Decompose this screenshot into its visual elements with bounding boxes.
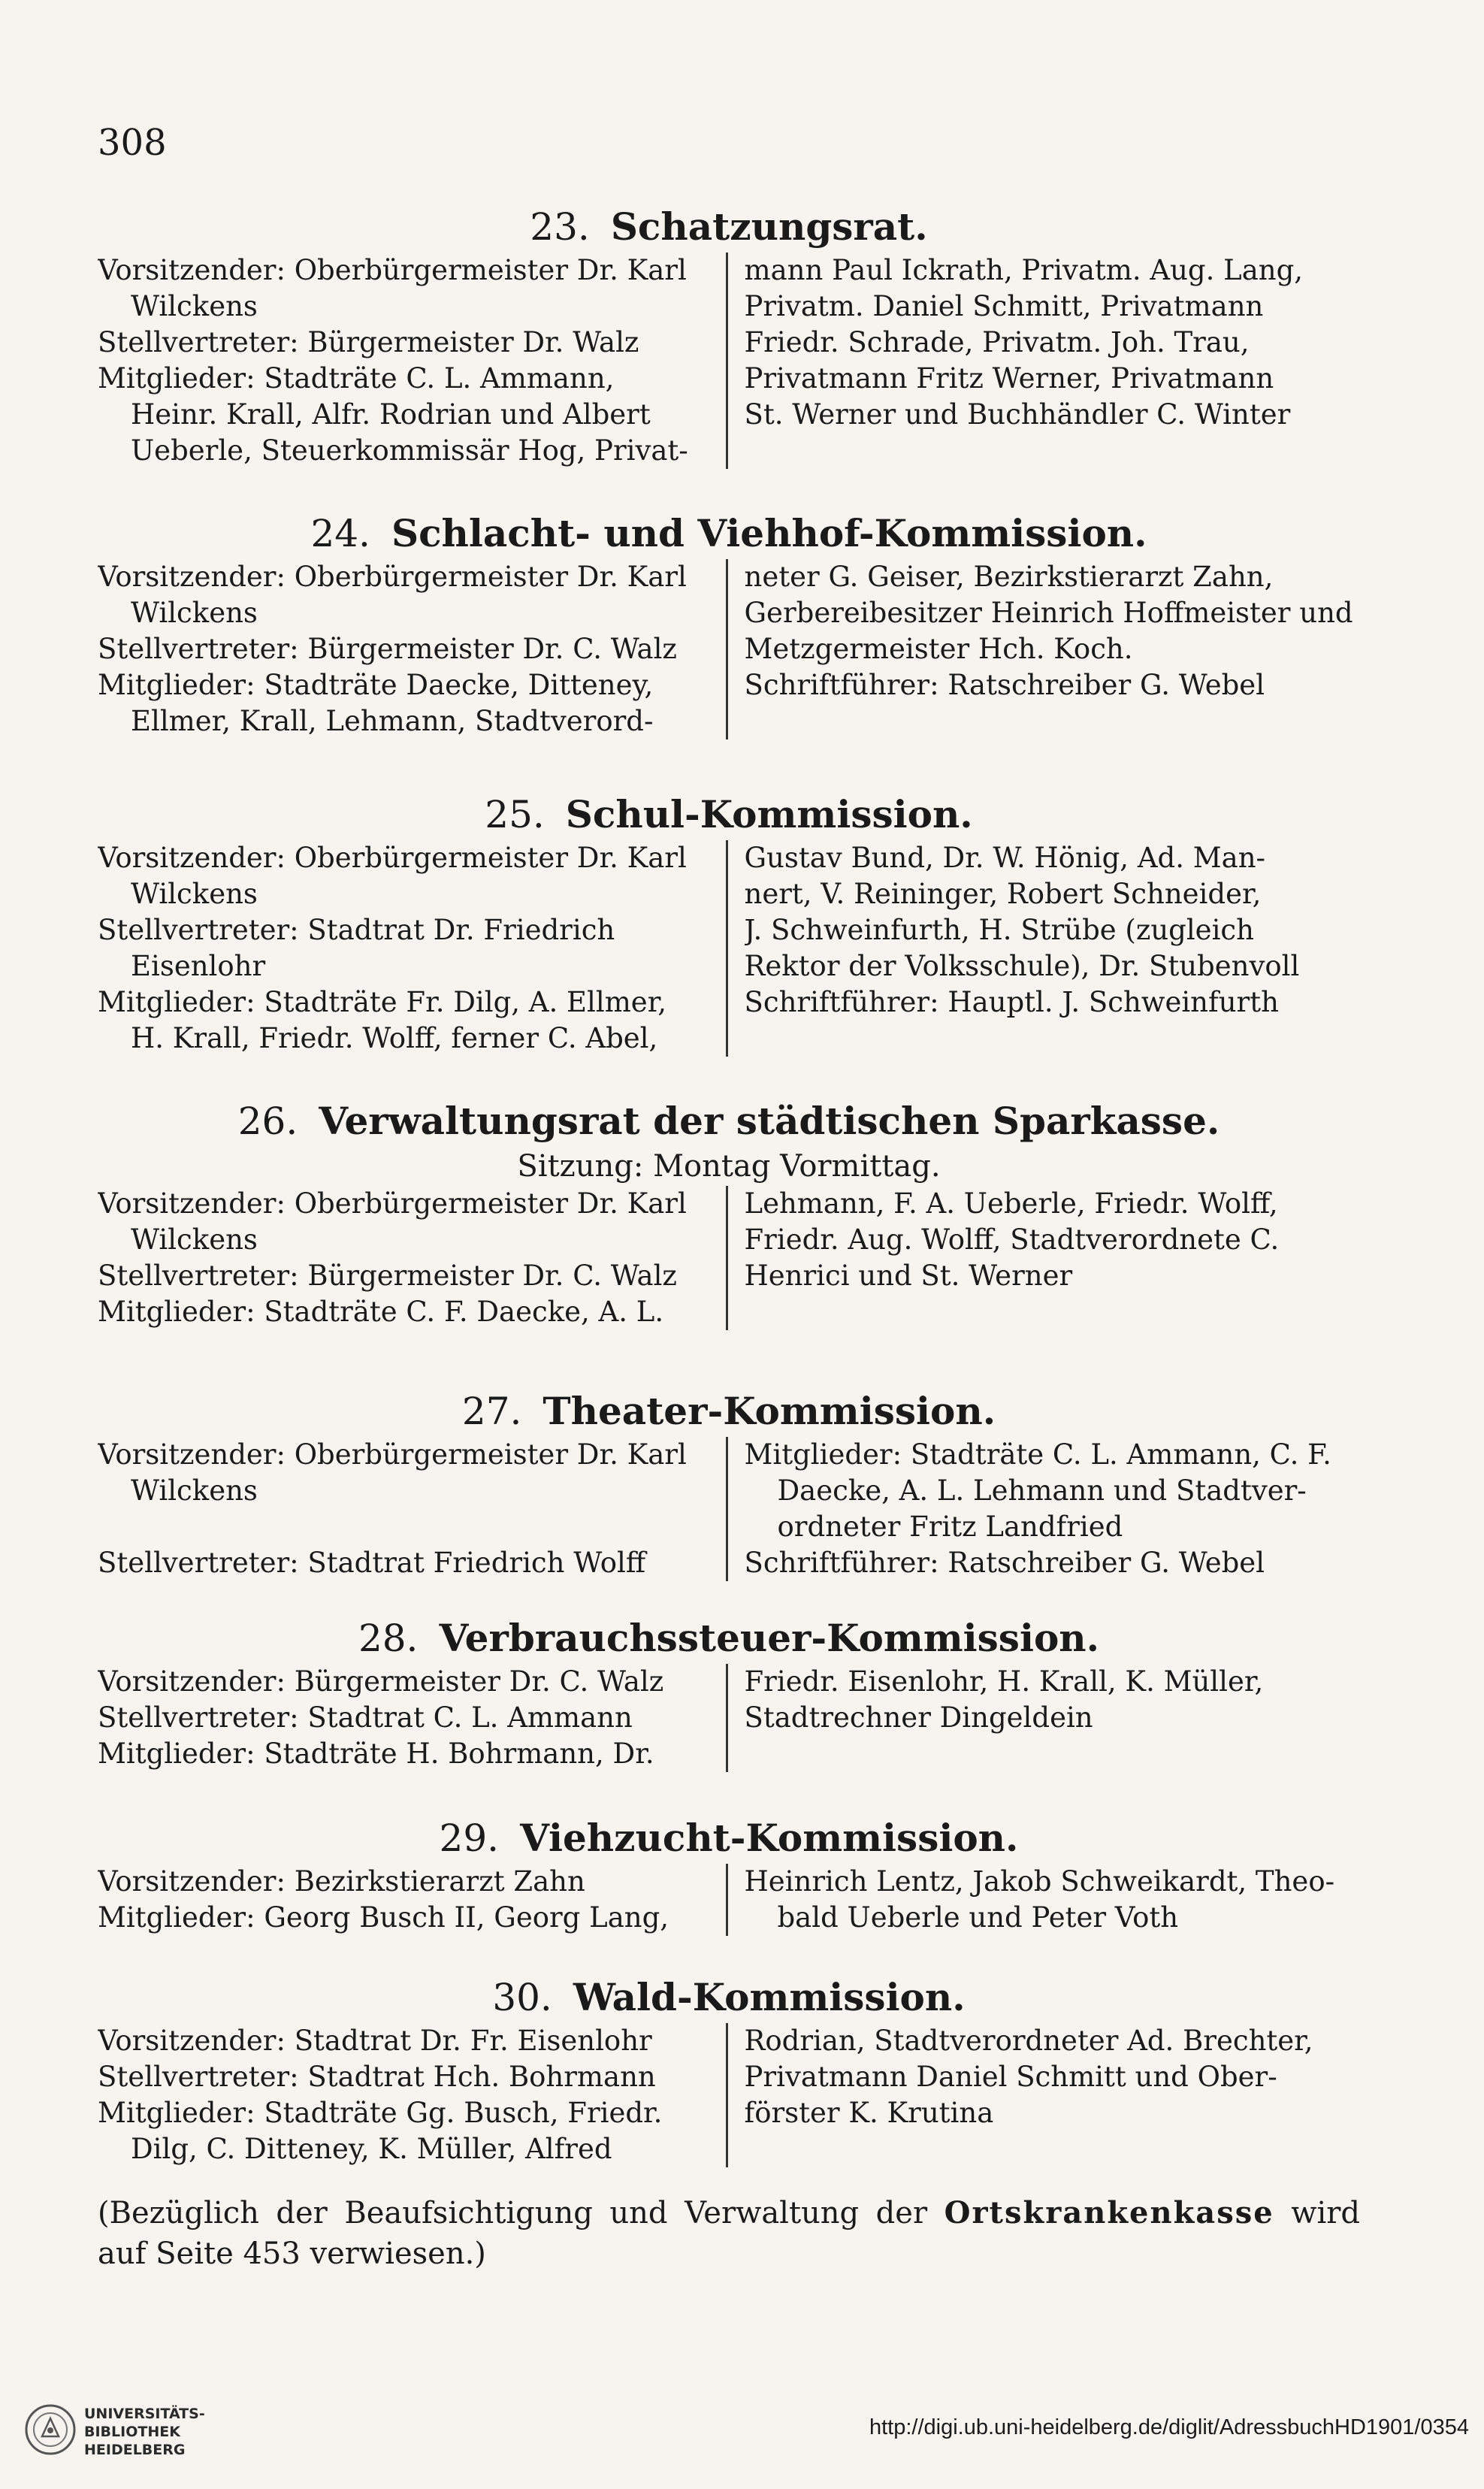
right-column: Friedr. Eisenlohr, H. Krall, K. Müller, Stadtrechner Dingeldein [726,1664,1361,1772]
section-title: 27. Theater-Kommission. [461,1389,996,1433]
left-column: Vorsitzender: Oberbürgermeister Dr. Karl Wilckens Stellvertreter: Bürgermeister Dr. Walz Mitglieder: Stadträte C. L. Ammann, Heinr. Krall, Alfr. Rodrian und Albert Ueberle, Steuerkommissär Hog, Privat- [98,254,688,467]
right-column: Heinrich Lentz, Jakob Schweikardt, Theo- bald Ueberle und Peter Voth [726,1864,1361,1936]
left-column: Vorsitzender: Bezirkstierarzt Zahn Mitglieder: Georg Busch II, Georg Lang, [98,1865,669,1934]
left-column: Vorsitzender: Oberbürgermeister Dr. Karl Wilckens Stellvertreter: Stadtrat Dr. Friedrich Eisenlohr Mitglieder: Stadträte Fr. Dilg, A. Ellmer, H. Krall, Friedr. Wolff, ferner C. Abel, [98,842,687,1054]
section-title: 29. Viehzucht-Kommission. [439,1816,1019,1860]
institution-name: UNIVERSITÄTS- BIBLIOTHEK HEIDELBERG [84,2406,205,2458]
right-column: Lehmann, F. A. Ueberle, Friedr. Wolff, Friedr. Aug. Wolff, Stadtverordnete C. Henrici und St. Werner [726,1186,1361,1330]
left-column: Vorsitzender: Oberbürgermeister Dr. Karl Wilckens Stellvertreter: Bürgermeister Dr. C. Walz Mitglieder: Stadträte C. F. Daecke, A. L. [98,1187,687,1328]
right-column: neter G. Geiser, Bezirkstierarzt Zahn, Gerbereibesitzer Heinrich Hoffmeister und Metzgermeister Hch. Koch. Schriftführer: Ratschreiber G. Webel [726,559,1361,739]
section-title: 26. Verwaltungsrat der städtischen Sparkasse. [237,1099,1220,1143]
section-schatzungsrat [98,204,1360,469]
ortskrankenkasse-emphasis: Ortskrankenkasse [944,2195,1274,2230]
section-subtitle: Sitzung: Montag Vormittag. [517,1149,941,1184]
section-title: 30. Wald-Kommission. [492,1975,966,2019]
section-title: 23. Schatzungsrat. [530,204,928,249]
page-number: 308 [98,122,167,164]
left-column: Vorsitzender: Oberbürgermeister Dr. Karl Wilckens Stellvertreter: Stadtrat Friedrich Wolff [98,1438,687,1579]
left-column: Vorsitzender: Stadtrat Dr. Fr. Eisenlohr Stellvertreter: Stadtrat Hch. Bohrmann Mitglieder: Stadträte Gg. Busch, Friedr. Dilg, C. Ditteney, K. Müller, Alfred [98,2025,663,2165]
section-schlacht-viehhof [98,511,1360,739]
section-title: 28. Verbrauchssteuer-Kommission. [358,1616,1100,1660]
section-schul [98,792,1360,1057]
library-seal-icon [24,2403,77,2456]
section-theater [98,1389,1360,1581]
ortskrankenkasse-note: (Bezüglich der Beaufsichtigung und Verwaltung der Ortskrankenkasse wird auf Seite 453 verwiesen.) [98,2195,1360,2271]
section-sparkasse [98,1099,1360,1330]
right-column: Gustav Bund, Dr. W. Hönig, Ad. Man- nert, V. Reininger, Robert Schneider, J. Schweinfurth, H. Strübe (zugleich Rektor der Volksschule), Dr. Stubenvoll Schriftführer: Hauptl. J. Schweinfurth [726,840,1361,1057]
digitization-footer [0,2397,1484,2489]
section-verbrauchssteuer [98,1616,1360,1772]
section-title: 24. Schlacht- und Viehhof-Kommission. [310,511,1147,555]
section-viehzucht [98,1816,1360,1936]
section-title: 25. Schul-Kommission. [485,792,973,836]
source-url-link[interactable]: http://digi.ub.uni-heidelberg.de/diglit/AdressbuchHD1901/0354 [869,2415,1469,2439]
right-column: Rodrian, Stadtverordneter Ad. Brechter, Privatmann Daniel Schmitt und Ober- förster K. Krutina [726,2023,1361,2167]
left-column: Vorsitzender: Oberbürgermeister Dr. Karl Wilckens Stellvertreter: Bürgermeister Dr. C. Walz Mitglieder: Stadträte Daecke, Ditteney, Ellmer, Krall, Lehmann, Stadtverord- [98,561,687,737]
section-wald [98,1975,1360,2167]
right-column: mann Paul Ickrath, Privatm. Aug. Lang, Privatm. Daniel Schmitt, Privatmann Friedr. Schrade, Privatm. Joh. Trau, Privatmann Fritz Werner, Privatmann St. Werner und Buchhändler C. Winter [726,253,1361,469]
left-column: Vorsitzender: Bürgermeister Dr. C. Walz Stellvertreter: Stadtrat C. L. Ammann Mitglieder: Stadträte H. Bohrmann, Dr. [98,1665,664,1770]
right-column: Mitglieder: Stadträte C. L. Ammann, C. F. Daecke, A. L. Lehmann und Stadtver- ordneter Fritz Landfried Schriftführer: Ratschreiber G. Webel [726,1437,1361,1581]
